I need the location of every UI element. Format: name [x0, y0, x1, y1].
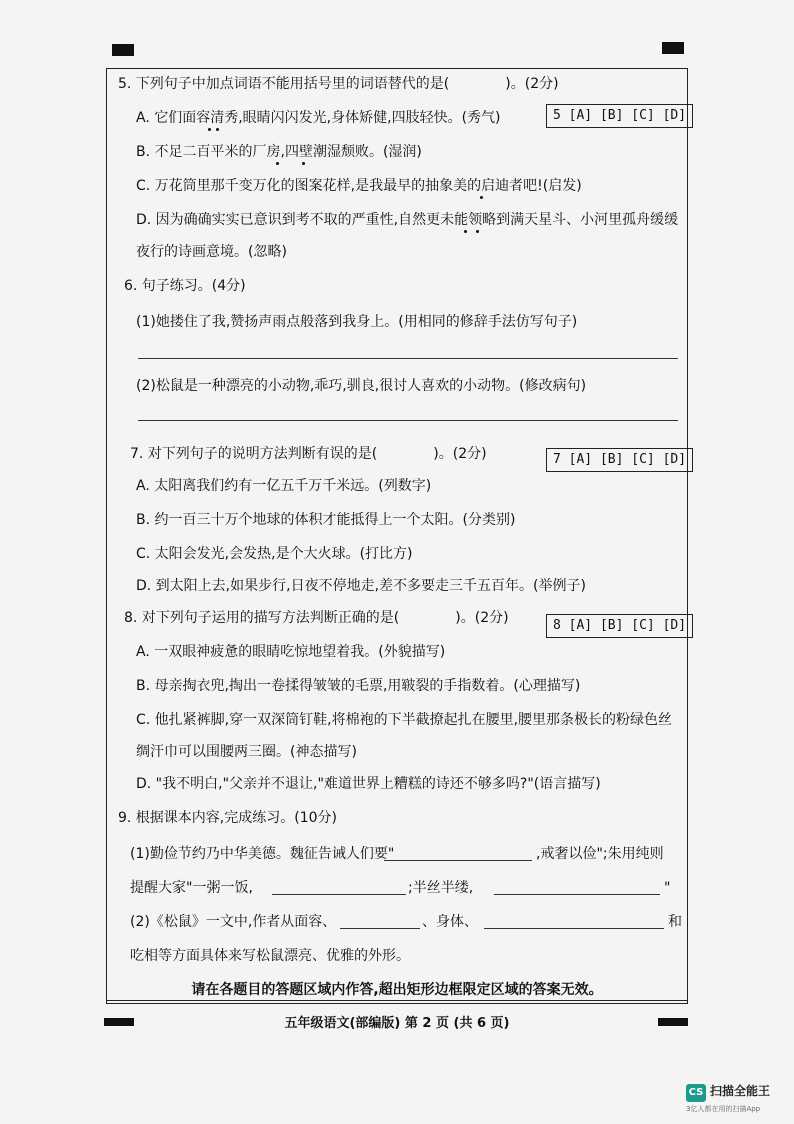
emphasis-dot [216, 128, 219, 131]
q9-line2-end: " [664, 880, 671, 896]
emphasis-dot [208, 128, 211, 131]
q7-option-b: B. 约一百三十万个地球的体积才能抵得上一个太阳。(分类别) [136, 512, 516, 528]
emphasis-dot [476, 230, 479, 233]
q6-sentence-1: (1)她搂住了我,赞扬声雨点般落到我身上。(用相同的修辞手法仿写句子) [136, 314, 578, 330]
q9-blank-3[interactable] [494, 894, 660, 895]
q7-answer-box[interactable]: 7 [A] [B] [C] [D] [546, 448, 693, 472]
q6-stem: 6. 句子练习。(4分) [124, 278, 246, 294]
q6-answer-line-1[interactable] [138, 358, 678, 359]
q5-answer-box[interactable]: 5 [A] [B] [C] [D] [546, 104, 693, 128]
q6-sentence-2: (2)松鼠是一种漂亮的小动物,乖巧,驯良,很讨人喜欢的小动物。(修改病句) [136, 378, 587, 394]
q9-line3-mid: 、身体、 [422, 914, 478, 930]
q5-option-d-line1: D. 因为确确实实已意识到考不取的严重性,自然更未能领略到满天星斗、小河里孤舟缓缓 [136, 212, 679, 228]
q9-line3-end: 和 [668, 914, 682, 930]
q9-line2-mid: ;半丝半缕, [408, 880, 474, 896]
registration-mark-top-left [112, 44, 134, 56]
q9-blank-5[interactable] [484, 928, 664, 929]
emphasis-dot [480, 196, 483, 199]
watermark-name: 扫描全能王 [710, 1084, 771, 1098]
emphasis-dot [276, 162, 279, 165]
q5-stem: 5. 下列句子中加点词语不能用括号里的词语替代的是( )。(2分) [118, 76, 559, 92]
q9-line3-start: (2)《松鼠》一文中,作者从面容、 [130, 914, 337, 930]
q9-line2-start: 提醒大家"一粥一饭, [130, 880, 253, 896]
q9-blank-1[interactable] [384, 860, 532, 861]
q8-option-c-line1: C. 他扎紧裤脚,穿一双深筒钉鞋,将棉袍的下半截撩起扎在腰里,腰里那条极长的粉绿色丝 [136, 712, 673, 728]
q6-answer-line-2[interactable] [138, 420, 678, 421]
answer-region-notice: 请在各题目的答题区域内作答,超出矩形边框限定区域的答案无效。 [191, 982, 603, 998]
q5-option-b: B. 不足二百平米的厂房,四壁潮湿颓败。(湿润) [136, 144, 422, 160]
watermark-subtitle: 3亿人都在用的扫描App [686, 1105, 761, 1113]
page-footer: 五年级语文(部编版) 第 2 页 (共 6 页) [284, 1016, 510, 1031]
q8-answer-box[interactable]: 8 [A] [B] [C] [D] [546, 614, 693, 638]
camscanner-logo-icon: CS [686, 1084, 706, 1102]
emphasis-dot [302, 162, 305, 165]
q9-blank-2[interactable] [272, 894, 406, 895]
q7-option-a: A. 太阳离我们约有一亿五千万千米远。(列数字) [136, 478, 432, 494]
q9-line1-end: ,戒奢以俭";朱用纯则 [536, 846, 664, 862]
frame-divider [106, 1000, 688, 1001]
q9-line4: 吃相等方面具体来写松鼠漂亮、优雅的外形。 [130, 948, 410, 964]
q9-line1-start: (1)勤俭节约乃中华美德。魏征告诫人们要" [130, 846, 395, 862]
registration-mark-top-right [662, 42, 684, 54]
q9-blank-4[interactable] [340, 928, 420, 929]
q5-option-a: A. 它们面容清秀,眼睛闪闪发光,身体矫健,四肢轻快。(秀气) [136, 110, 501, 126]
q8-option-c-line2: 绸汗巾可以围腰两三圈。(神态描写) [136, 744, 357, 760]
q5-option-c: C. 万花筒里那千变万化的图案花样,是我最早的抽象美的启迪者吧!(启发) [136, 178, 582, 194]
q8-option-b: B. 母亲掏衣兜,掏出一卷揉得皱皱的毛票,用皲裂的手指数着。(心理描写) [136, 678, 581, 694]
q9-stem: 9. 根据课本内容,完成练习。(10分) [118, 810, 337, 826]
q7-stem: 7. 对下列句子的说明方法判断有误的是( )。(2分) [130, 446, 487, 462]
q8-option-a: A. 一双眼神疲惫的眼睛吃惊地望着我。(外貌描写) [136, 644, 446, 660]
q8-option-d: D. "我不明白,"父亲并不退让,"难道世界上糟糕的诗还不够多吗?"(语言描写) [136, 776, 601, 792]
q7-option-d: D. 到太阳上去,如果步行,日夜不停地走,差不多要走三千五百年。(举例子) [136, 578, 586, 594]
q5-option-d-line2: 夜行的诗画意境。(忽略) [136, 244, 287, 260]
q8-stem: 8. 对下列句子运用的描写方法判断正确的是( )。(2分) [124, 610, 509, 626]
q7-option-c: C. 太阳会发光,会发热,是个大火球。(打比方) [136, 546, 413, 562]
emphasis-dot [464, 230, 467, 233]
